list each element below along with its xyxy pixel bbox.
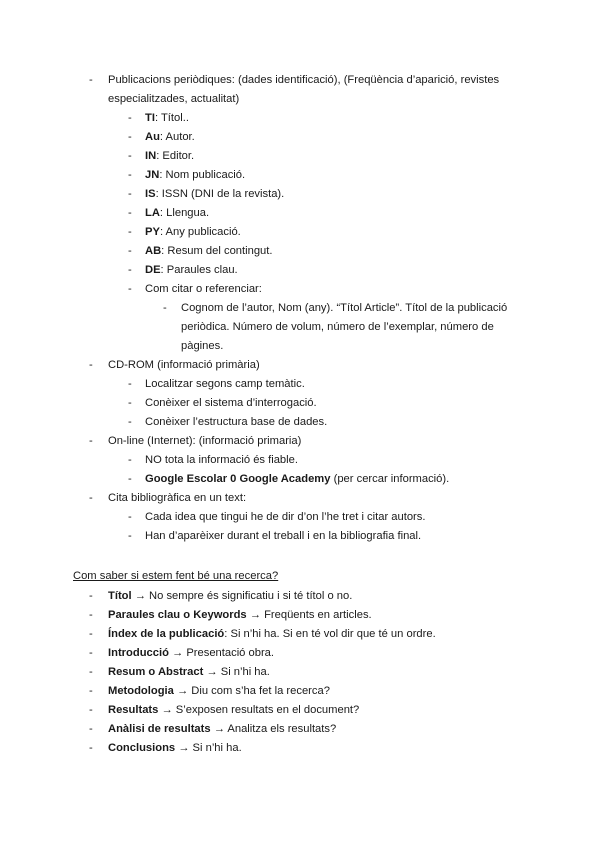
bullet-dash: - xyxy=(89,492,93,504)
bullet-dash: - xyxy=(128,169,132,181)
list-item: Conèixer el sistema d’interrogació. xyxy=(145,397,317,409)
bullet-dash: - xyxy=(89,685,93,697)
list-item: Localitzar segons camp temàtic. xyxy=(145,378,305,390)
bullet-dash: - xyxy=(89,723,93,735)
list-item-cdrom: CD-ROM (informació primària) xyxy=(108,359,260,371)
citation-format-line-2: periòdica. Número de volum, número de l’exemplar, número de xyxy=(181,321,494,333)
bullet-dash: - xyxy=(89,590,93,602)
bullet-dash: - xyxy=(128,416,132,428)
list-item-continuation: especialitzades, actualitat) xyxy=(108,93,240,105)
field-is: IS: ISSN (DNI de la revista). xyxy=(145,188,285,200)
checklist-item-introduccio: Introducció → Presentació obra. xyxy=(108,647,275,659)
list-item-publicacions: Publicacions periòdiques: (dades identificació), (Freqüència d’aparició, revistes xyxy=(108,74,500,86)
bullet-dash: - xyxy=(89,609,93,621)
list-item-com-citar: Com citar o referenciar: xyxy=(145,283,262,295)
bullet-dash: - xyxy=(163,302,167,314)
list-item: Conèixer l’estructura base de dades. xyxy=(145,416,328,428)
bullet-dash: - xyxy=(89,74,93,86)
bullet-dash: - xyxy=(128,245,132,257)
section-heading: Com saber si estem fent bé una recerca? xyxy=(73,570,279,582)
checklist-item-metodologia: Metodologia → Diu com s’ha fet la recerca? xyxy=(108,685,330,697)
field-de: DE: Paraules clau. xyxy=(145,264,238,276)
bullet-dash: - xyxy=(128,131,132,143)
bullet-dash: - xyxy=(128,397,132,409)
citation-format-line-1: Cognom de l’autor, Nom (any). “Títol Article”. Títol de la publicació xyxy=(181,302,508,314)
field-py: PY: Any publicació. xyxy=(145,226,241,238)
bullet-dash: - xyxy=(128,226,132,238)
list-item: Han d’aparèixer durant el treball i en la bibliografia final. xyxy=(145,530,422,542)
field-in: IN: Editor. xyxy=(145,150,195,162)
bullet-dash: - xyxy=(128,283,132,295)
bullet-dash: - xyxy=(128,112,132,124)
bullet-dash: - xyxy=(128,207,132,219)
checklist-item-resum: Resum o Abstract → Si n’hi ha. xyxy=(108,666,270,678)
field-ab: AB: Resum del contingut. xyxy=(145,245,273,257)
bullet-dash: - xyxy=(128,511,132,523)
bullet-dash: - xyxy=(89,647,93,659)
bullet-dash: - xyxy=(89,742,93,754)
bullet-dash: - xyxy=(128,264,132,276)
list-item: NO tota la informació és fiable. xyxy=(145,454,298,466)
bullet-dash: - xyxy=(89,435,93,447)
bullet-dash: - xyxy=(128,473,132,485)
bullet-dash: - xyxy=(128,454,132,466)
checklist-item-index: Índex de la publicació: Si n’hi ha. Si en té vol dir que té un ordre. xyxy=(108,628,436,640)
field-ti: TI: Títol.. xyxy=(145,112,189,124)
checklist-item-analisi: Anàlisi de resultats → Analitza els resultats? xyxy=(108,723,337,735)
bullet-dash: - xyxy=(89,359,93,371)
checklist-item-conclusions: Conclusions → Si n’hi ha. xyxy=(108,742,242,754)
list-item-cita: Cita bibliogràfica en un text: xyxy=(108,492,247,504)
bullet-dash: - xyxy=(128,150,132,162)
checklist-item-resultats: Resultats → S’exposen resultats en el document? xyxy=(108,704,360,716)
list-item-online: On-line (Internet): (informació primaria) xyxy=(108,435,302,447)
field-jn: JN: Nom publicació. xyxy=(145,169,246,181)
bullet-dash: - xyxy=(128,530,132,542)
bullet-dash: - xyxy=(89,666,93,678)
list-item-google-scholar: Google Escolar 0 Google Academy (per cercar informació). xyxy=(145,473,450,485)
field-la: LA: Llengua. xyxy=(145,207,210,219)
bullet-dash: - xyxy=(128,188,132,200)
citation-format-line-3: pàgines. xyxy=(181,340,224,352)
bullet-dash: - xyxy=(128,378,132,390)
bullet-dash: - xyxy=(89,704,93,716)
bullet-dash: - xyxy=(89,628,93,640)
field-au: Au: Autor. xyxy=(145,131,195,143)
checklist-item-titol: Títol → No sempre és significatiu i si té títol o no. xyxy=(108,590,353,602)
checklist-item-keywords: Paraules clau o Keywords → Freqüents en articles. xyxy=(108,609,372,621)
list-item: Cada idea que tingui he de dir d’on l’he tret i citar autors. xyxy=(145,511,426,523)
